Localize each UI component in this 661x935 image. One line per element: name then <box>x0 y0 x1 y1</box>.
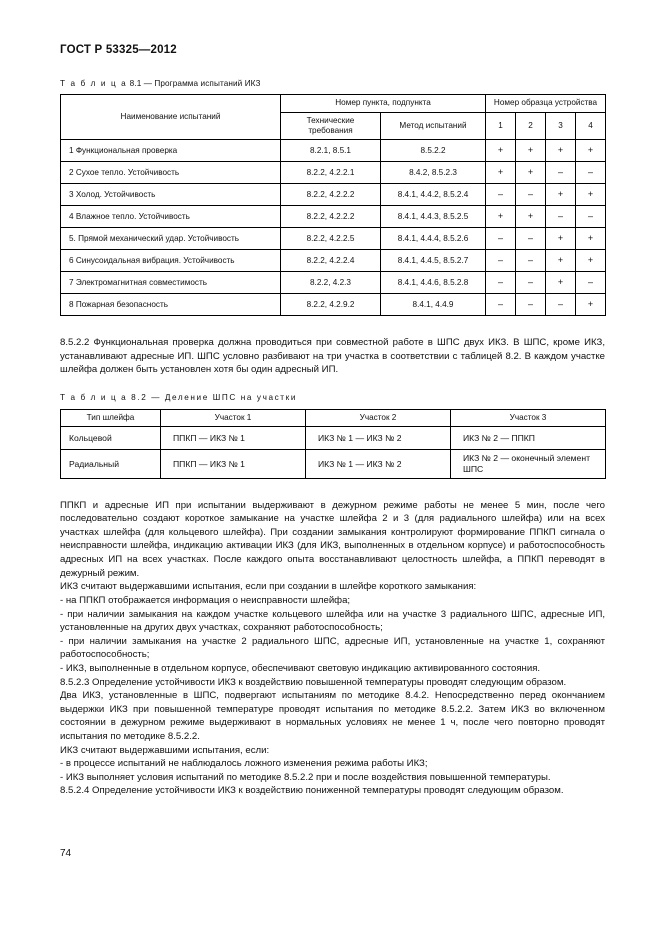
paragraph-criterion-1: - на ППКП отображается информация о неисправности шлейфа; <box>60 594 351 606</box>
cell-sample-1: – <box>486 228 516 250</box>
table-8-1-caption <box>60 79 605 89</box>
cell-sample-4: + <box>576 250 606 272</box>
cell-sample-1: – <box>486 250 516 272</box>
cell-test-method: 8.4.1, 4.4.3, 8.5.2.5 <box>381 206 486 228</box>
cell-technical-requirements: 8.2.2, 4.2.2.2 <box>281 206 381 228</box>
paragraph-criterion-5: - в процессе испытаний не наблюдалось ложного изменения режима работы ИКЗ; <box>60 758 428 770</box>
cell-sample-3: + <box>546 228 576 250</box>
cell-sample-1: + <box>486 206 516 228</box>
cell-sample-2: – <box>516 272 546 294</box>
table-row <box>61 450 606 478</box>
table-header-row <box>61 409 606 426</box>
paragraph-high-temp-method: Два ИКЗ, установленные в ШПС, подвергают испытаниям по методике 8.4.2. Непосредственно перед окончанием выдержки ИКЗ при повышенной температуре проводят испытания по методике 8.5.2.2. Затем ИКЗ во включенном состоянии в дежурном режиме выдерживают в нормальных условиях не менее 1 ч, после чего повторно проводят испытания по методике 8.5.2.2. <box>60 690 605 742</box>
page-number: 74 <box>60 848 72 859</box>
cell-sample-1: – <box>486 184 516 206</box>
paragraph-criterion-3: - при наличии замыкания на участке 2 радиального ШПС, адресные ИП, установленные на участке 1, сохраняют работоспособность; <box>60 635 605 661</box>
table-8-2-caption: Т а б л и ц а 8.2 — Деление ШПС на участки <box>60 393 297 403</box>
cell-test-name: 2 Сухое тепло. Устойчивость <box>61 162 281 184</box>
table-8-1-body <box>61 140 606 316</box>
cell-sample-3: + <box>546 272 576 294</box>
table-row <box>61 162 606 184</box>
paragraph-8-5-2-4: 8.5.2.4 Определение устойчивости ИКЗ к воздействию пониженной температуры проводят следующим образом. <box>60 785 564 797</box>
cell-test-name: 4 Влажное тепло. Устойчивость <box>61 206 281 228</box>
table-row <box>61 427 606 450</box>
header-zone-1: Участок 1 <box>161 409 306 426</box>
cell-technical-requirements: 8.2.2, 4.2.3 <box>281 272 381 294</box>
cell-sample-2: – <box>516 250 546 272</box>
cell-test-method: 8.4.1, 4.4.2, 8.5.2.4 <box>381 184 486 206</box>
cell-sample-2: + <box>516 206 546 228</box>
header-technical-requirements: Технические требования <box>281 112 381 140</box>
cell-test-method: 8.5.2.2 <box>381 140 486 162</box>
cell-loop-type: Кольцевой <box>61 427 161 450</box>
cell-test-method: 8.4.1, 4.4.4, 8.5.2.6 <box>381 228 486 250</box>
spacer <box>60 316 605 336</box>
cell-sample-1: + <box>486 140 516 162</box>
paragraph-criterion-2: - при наличии замыкания на каждом участке кольцевого шлейфа или на участке 3 радиального ШПС, адресные ИП, установленные на других двух участках, сохраняют работоспособность; <box>60 608 605 634</box>
paragraph-pass-criteria-intro-2: ИКЗ считают выдержавшими испытания, если: <box>60 744 270 756</box>
cell-sample-3: + <box>546 250 576 272</box>
table-row <box>61 206 606 228</box>
cell-sample-4: – <box>576 272 606 294</box>
header-sample-1: 1 <box>486 112 516 140</box>
table-8-2 <box>60 409 606 479</box>
table-8-1-head <box>61 95 606 140</box>
table-row <box>61 272 606 294</box>
table-8-1 <box>60 94 606 316</box>
header-zone-3: Участок 3 <box>451 409 606 426</box>
cell-test-method: 8.4.1, 4.4.6, 8.5.2.8 <box>381 272 486 294</box>
cell-sample-2: – <box>516 184 546 206</box>
cell-sample-4: + <box>576 140 606 162</box>
header-clause-group: Номер пункта, подпункта <box>281 95 486 112</box>
cell-sample-2: – <box>516 294 546 316</box>
table-row <box>61 140 606 162</box>
cell-sample-4: + <box>576 294 606 316</box>
cell-test-name: 8 Пожарная безопасность <box>61 294 281 316</box>
cell-test-name: 1 Функциональная проверка <box>61 140 281 162</box>
cell-sample-2: + <box>516 140 546 162</box>
spacer <box>60 479 605 499</box>
cell-sample-3: + <box>546 184 576 206</box>
cell-sample-3: – <box>546 162 576 184</box>
cell-sample-4: + <box>576 228 606 250</box>
cell-test-name: 7 Электромагнитная совместимость <box>61 272 281 294</box>
standard-header: ГОСТ Р 53325—2012 <box>60 44 177 56</box>
cell-sample-4: + <box>576 184 606 206</box>
cell-technical-requirements: 8.2.2, 4.2.2.4 <box>281 250 381 272</box>
table-row <box>61 294 606 316</box>
cell-zone-2: ИКЗ № 1 — ИКЗ № 2 <box>306 427 451 450</box>
cell-sample-3: + <box>546 140 576 162</box>
table-8-2-body <box>61 427 606 478</box>
table-header-row-1 <box>61 95 606 112</box>
cell-technical-requirements: 8.2.2, 4.2.2.2 <box>281 184 381 206</box>
table-8-2-head <box>61 409 606 426</box>
cell-sample-1: – <box>486 294 516 316</box>
cell-sample-4: – <box>576 206 606 228</box>
header-sample-2: 2 <box>516 112 546 140</box>
cell-technical-requirements: 8.2.2, 4.2.2.1 <box>281 162 381 184</box>
table-row <box>61 184 606 206</box>
header-sample-group: Номер образца устройства <box>486 95 606 112</box>
cell-technical-requirements: 8.2.2, 4.2.2.5 <box>281 228 381 250</box>
cell-test-name: 6 Синусоидальная вибрация. Устойчивость <box>61 250 281 272</box>
cell-test-name: 3 Холод. Устойчивость <box>61 184 281 206</box>
spacer <box>60 377 605 393</box>
paragraph-ppkp-test: ППКП и адресные ИП при испытании выдерживают в дежурном режиме работы не менее 5 мин, после чего последовательно создают короткое замыкание на участке шлейфа 2 и 3 (для радиального шлейфа) или на всех участках шлейфа (для кольцевого шлейфа). При создании замыкания контролируют формирование ППКП сигнала о неисправности шлейфа, индикацию активации ИКЗ (для ИКЗ, выполненных в отдельном корпусе) и работоспособность адресных ИП на всех участках. После каждого опыта восстанавливают целостность шлейфа, а ППКП переводят в дежурный режим. <box>60 499 605 579</box>
cell-test-method: 8.4.1, 4.4.5, 8.5.2.7 <box>381 250 486 272</box>
paragraph-pass-criteria-intro: ИКЗ считают выдержавшими испытания, если при создании в шлейфе короткого замыкания: <box>60 581 477 593</box>
cell-sample-1: + <box>486 162 516 184</box>
cell-sample-1: – <box>486 272 516 294</box>
paragraph-8-5-2-3: 8.5.2.3 Определение устойчивости ИКЗ к воздействию повышенной температуры проводят следующим образом. <box>60 676 567 688</box>
header-test-name: Наименование испытаний <box>61 95 281 140</box>
cell-sample-3: – <box>546 294 576 316</box>
header-sample-3: 3 <box>546 112 576 140</box>
paragraph-criterion-6: - ИКЗ выполняет условия испытаний по методике 8.5.2.2 при и после воздействия повышенной температуры. <box>60 771 551 783</box>
cell-technical-requirements: 8.2.2, 4.2.9.2 <box>281 294 381 316</box>
table-8-1-caption-text: 8.1 — Программа испытаний ИКЗ <box>129 78 261 88</box>
table-row <box>61 250 606 272</box>
cell-zone-2: ИКЗ № 1 — ИКЗ № 2 <box>306 450 451 478</box>
cell-zone-1: ППКП — ИКЗ № 1 <box>161 450 306 478</box>
cell-zone-3: ИКЗ № 2 — ППКП <box>451 427 606 450</box>
cell-zone-3: ИКЗ № 2 — оконечный элемент ШПС <box>451 450 606 478</box>
paragraph-8-5-2-2: 8.5.2.2 Функциональная проверка должна проводиться при совместной работе в ШПС двух ИКЗ. В ШПС, кроме ИКЗ, устанавливают адресные ИП. ШПС условно разбивают на три участка в соответствии с таблицей 8.2. В каждом участке шлейфа должен быть установлен хотя бы один адресный ИП. <box>60 337 605 376</box>
cell-sample-4: – <box>576 162 606 184</box>
header-zone-2: Участок 2 <box>306 409 451 426</box>
cell-sample-2: – <box>516 228 546 250</box>
page-content <box>60 44 605 798</box>
cell-loop-type: Радиальный <box>61 450 161 478</box>
cell-sample-3: – <box>546 206 576 228</box>
cell-technical-requirements: 8.2.1, 8.5.1 <box>281 140 381 162</box>
paragraph-criterion-4: - ИКЗ, выполненные в отдельном корпусе, обеспечивают световую индикацию активированного состояния. <box>60 662 541 674</box>
cell-test-name: 5. Прямой механический удар. Устойчивость <box>61 228 281 250</box>
cell-test-method: 8.4.2, 8.5.2.3 <box>381 162 486 184</box>
table-8-1-caption-label: Т а б л и ц а <box>60 78 128 88</box>
cell-test-method: 8.4.1, 4.4.9 <box>381 294 486 316</box>
header-loop-type: Тип шлейфа <box>61 409 161 426</box>
cell-zone-1: ППКП — ИКЗ № 1 <box>161 427 306 450</box>
header-sample-4: 4 <box>576 112 606 140</box>
header-test-method: Метод испытаний <box>381 112 486 140</box>
cell-sample-2: + <box>516 162 546 184</box>
table-row <box>61 228 606 250</box>
